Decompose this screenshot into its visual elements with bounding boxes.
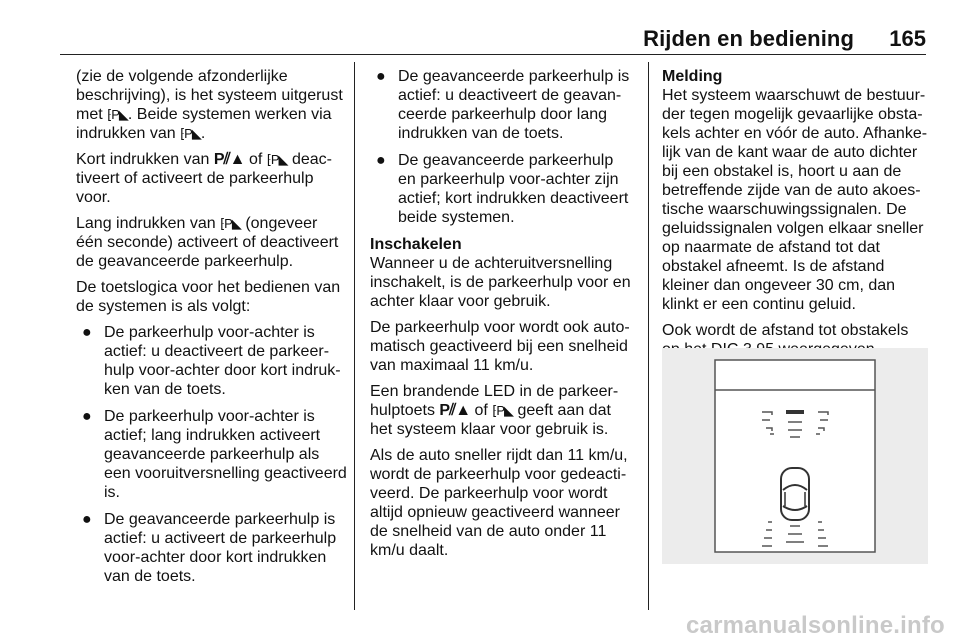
header-rule: [60, 54, 926, 55]
park-assist-display-graphic: [662, 348, 928, 564]
paragraph: Als de auto sneller rijdt dan 11 km/u, wordt de parkeerhulp voor gedeactiveerd. De parkeerhulp voor wordt altijd opnieuw geactiveerd wanneer de snelheid van de auto onder 11 km/u daalt.: [370, 447, 628, 559]
column-divider-1: [354, 62, 355, 610]
parking-p-icon: P⫽▲: [439, 402, 471, 419]
watermark: carmanualsonline.info: [686, 612, 945, 639]
list-item: ● De geavanceerde parkeerhulp en parkeerhulp voor-achter zijn actief; kort indrukken deactiveert beide systemen.: [376, 152, 629, 226]
section-heading: Melding: [662, 68, 723, 85]
list-item: ● De geavanceerde parkeerhulp is actief: u activeert de parkeerhulp voor-achter door kort indrukken van de toets.: [82, 511, 337, 585]
section-title: Rijden en bediening: [643, 26, 854, 51]
paragraph: Ook wordt de afstand tot obstakels: [662, 321, 928, 359]
paragraph: Wanneer u de achteruitversnelling inschakelt, is de parkeerhulp voor en achter klaar voor gebruik.: [370, 255, 631, 310]
section-heading: Inschakelen: [370, 236, 462, 253]
park-assist-icon: ⁅P◣: [266, 152, 288, 167]
page-header: [60, 12, 926, 52]
parking-p-icon: P⫽▲: [213, 151, 245, 168]
list-item: ● De parkeerhulp voor-achter is actief; lang indrukken activeert geavanceerde parkeerhulp als een vooruitversnelling geactiveerd is.: [82, 408, 347, 501]
paragraph: De parkeerhulp voor wordt ook automatisch geactiveerd bij een snelheid van maximaal 11 km/u.: [370, 319, 630, 374]
column-2: [370, 67, 634, 567]
paragraph: Kort indrukken van P⫽▲ of ⁅P◣ deactiveert of activeert de parkeerhulp voor.: [76, 151, 332, 206]
page-number: 165: [889, 26, 926, 51]
list-item: ● De geavanceerde parkeerhulp is actief: u deactiveert de geavanceerde parkeerhulp door lang indrukken van de toets.: [376, 68, 630, 142]
column-divider-2: [648, 62, 649, 610]
park-assist-icon: ⁅P◣: [492, 403, 514, 418]
bullet-list: [370, 67, 634, 227]
park-assist-icon: ⁅P◣: [180, 126, 201, 141]
paragraph: Het systeem waarschuwt de bestuurder tegen mogelijk gevaarlijke obstakels achter en vóór de auto. Afhankelijk van de kant waar de auto dichter bij een obstakel is, hoort u aan de betreffende zijde van de auto akoestische waarschuwingssignalen. De geluidssignalen volgen elkaar sneller op naarmate de afstand tot dat obstakel afneemt. Is de afstand kleiner dan ongeveer 30 cm, dan klinkt er een continu geluid.: [662, 87, 928, 313]
bullet-list: [76, 323, 348, 586]
column-3: [662, 67, 928, 366]
park-assist-illustration: [662, 348, 928, 564]
paragraph: Lang indrukken van ⁅P◣ (ongeveer één seconde) activeert of deactiveert de geavanceerde parkeerhulp.: [76, 215, 339, 270]
paragraph: Een brandende LED in de parkeerhulptoets P⫽▲ of ⁅P◣ geeft aan dat het systeem klaar voor gebruik is.: [370, 383, 619, 438]
park-assist-icon: ⁅P◣: [107, 107, 128, 122]
column-1: [76, 67, 348, 594]
list-item: ● De parkeerhulp voor-achter is actief: u deactiveert de parkeerhulp voor-achter door kort indrukken van de toets.: [82, 324, 341, 398]
park-assist-icon: ⁅P◣: [220, 216, 241, 231]
paragraph: De toetslogica voor het bedienen van de systemen is als volgt:: [76, 279, 341, 315]
paragraph: (zie de volgende afzonderlijke beschrijving), is het systeem uitgerust met ⁅P◣. Beide systemen werken via indrukken van ⁅P◣.: [76, 68, 343, 142]
